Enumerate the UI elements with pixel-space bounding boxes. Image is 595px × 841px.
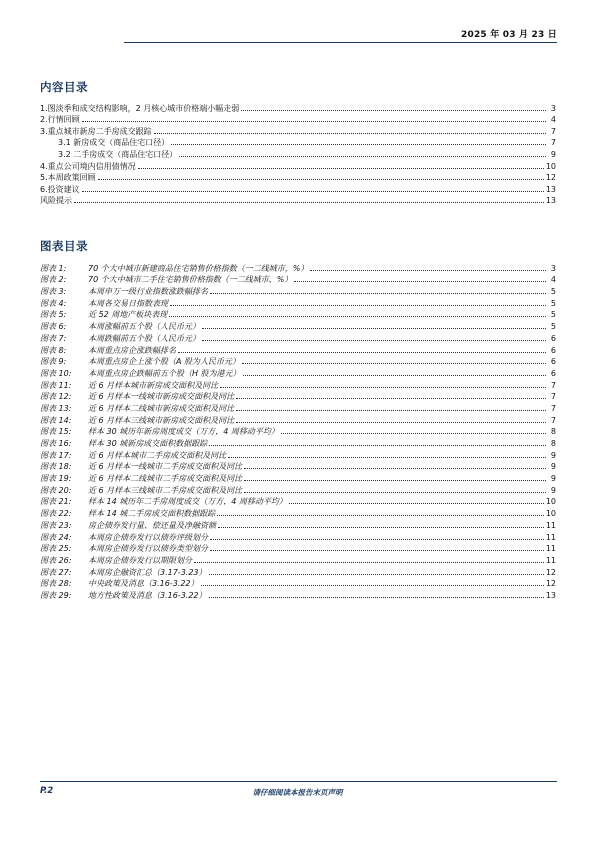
figure-item[interactable]: 图表 4: 本周各交易日指数表现 5 [40,298,556,308]
figure-item[interactable]: 图表 1: 70 个大中城市新建商品住宅销售价格指数（一二线城市，%） 3 [40,263,556,273]
toc-item[interactable]: 风险提示 13 [40,196,556,206]
disclaimer-note: 请仔细阅读本报告末页声明 [252,788,343,797]
figure-item[interactable]: 图表 10: 本周重点房企跌幅前五个股（H 股为港元） 6 [40,368,556,378]
figure-item[interactable]: 图表 8: 本周重点房企涨跌幅排名 6 [40,345,556,355]
toc-item[interactable]: 2.行情回顾 4 [40,115,556,125]
figure-item[interactable]: 图表 5: 近 52 周地产板块表现 5 [40,310,556,320]
figure-item[interactable]: 图表 9: 本周重点房企上涨个股（A 股为人民币元） 6 [40,357,556,367]
figure-item[interactable]: 图表 12: 近 6 月样本一线城市新房成交面积及同比 7 [40,392,556,402]
figure-item[interactable]: 图表 26: 本周房企债券发行以期限划分 11 [40,555,556,565]
toc-item[interactable]: 1.图淡季和成交结构影响，2 月核心城市价格端小幅走弱 3 [40,103,556,113]
figure-item[interactable]: 图表 25: 本周房企债券发行以债券类型划分 11 [40,544,556,554]
figure-item[interactable]: 图表 28: 中央政策及消息（3.16-3.22） 12 [40,579,556,589]
figure-item[interactable]: 图表 19: 近 6 月样本二线城市二手房成交面积及同比 9 [40,474,556,484]
toc-item[interactable]: 3.重点城市新房二手房成交跟踪 7 [40,126,556,136]
figure-item[interactable]: 图表 20: 近 6 月样本三线城市二手房成交面积及同比 9 [40,485,556,495]
figure-item[interactable]: 图表 16: 样本 30 城新房成交面积数据跟踪 8 [40,439,556,448]
figure-item[interactable]: 图表 21: 样本 14 城历年二手房周度成交（万方，4 周移动平均） 10 [40,497,556,507]
figure-item[interactable]: 图表 2: 70 个大中城市二手住宅销售价格指数（一二线城市，%） 4 [40,275,556,285]
figure-item[interactable]: 图表 15: 样本 30 城历年新房周度成交（万方，4 周移动平均） 8 [40,427,556,437]
figures-title: 图表目录 [40,239,88,253]
figure-item[interactable]: 图表 22: 样本 14 城二手房成交面积数据跟踪 10 [40,509,556,519]
figure-item[interactable]: 图表 7: 本周跌幅前五个股（人民币元） 6 [40,333,556,343]
toc-item[interactable]: 4.重点公司境内信用债情况 10 [40,161,556,171]
figure-item[interactable]: 图表 13: 近 6 月样本二线城市新房成交面积及同比 7 [40,403,556,413]
figure-item[interactable]: 图表 27: 本周房企融资汇总（3.17-3.23） 12 [40,567,556,577]
toc-title: 内容目录 [40,80,88,94]
figure-item[interactable]: 图表 11: 近 6 月样本城市新房成交面积及同比 7 [40,380,556,390]
toc-item[interactable]: 6.投资建议 13 [40,184,556,194]
figure-item[interactable]: 图表 6: 本周涨幅前五个股（人民币元） 5 [40,322,556,332]
toc-item[interactable]: 5.本周政策回顾 12 [40,173,556,183]
toc-subitem[interactable]: 3.1 新房成交（商品住宅口径） 7 [58,138,556,148]
figure-item[interactable]: 图表 3: 本周申万一级行业指数涨跌幅排名 5 [40,287,556,297]
page-number: P.2 [40,786,54,796]
report-date: 2025 年 03 月 23 日 [461,30,557,40]
figure-item[interactable]: 图表 18: 近 6 月样本一线城市二手房成交面积及同比 9 [40,462,556,472]
figure-item[interactable]: 图表 14: 近 6 月样本三线城市新房成交面积及同比 7 [40,415,556,425]
figure-item[interactable]: 图表 17: 近 6 月样本城市二手房成交面积及同比 9 [40,450,556,460]
toc-subitem[interactable]: 3.2 二手房成交（商品住宅口径） 9 [58,149,556,159]
footer-divider [40,781,557,782]
header-divider [124,42,557,43]
figures-list [40,262,556,601]
figure-item[interactable]: 图表 24: 本周房企债券发行以债券评级划分 11 [40,532,556,542]
toc-list [40,102,556,206]
figure-item[interactable]: 图表 29: 地方性政策及消息（3.16-3.22） 13 [40,590,556,600]
figure-item[interactable]: 图表 23: 房企债券发行量、偿还量及净融资额 11 [40,520,556,530]
